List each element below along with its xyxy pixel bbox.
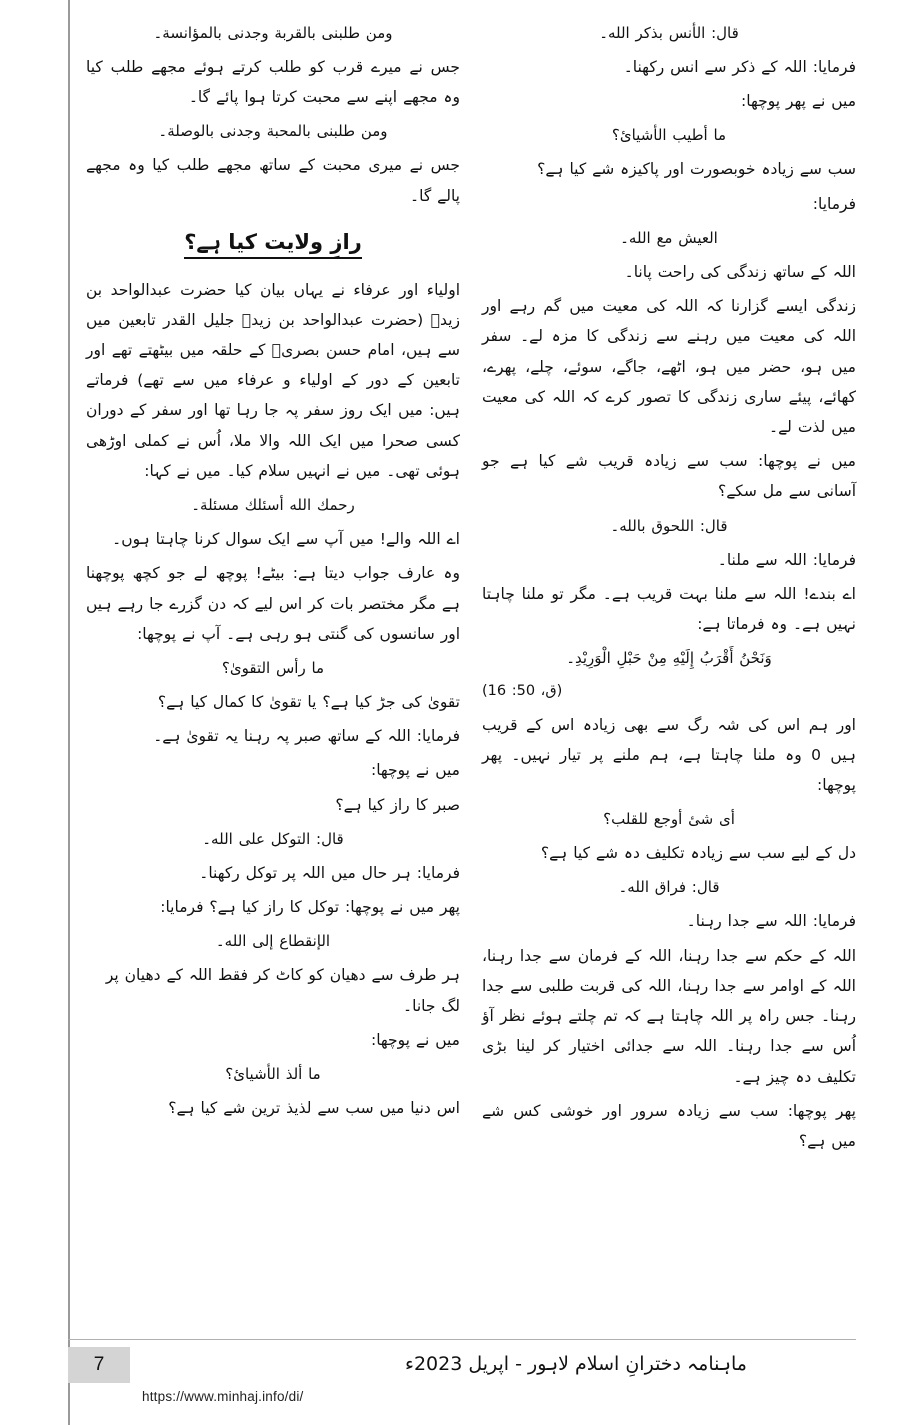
arabic-quote: ما ألذ الأشیائ؟ [225,1064,321,1083]
paragraph: میں نے پوچھا: [370,1030,460,1049]
arabic-quote: الإنقطاع إلی الله۔ [215,932,331,951]
paragraph: اس دنیا میں سب سے لذیذ ترین شے کیا ہے؟ [168,1098,460,1117]
paragraph: جس نے میری محبت کے ساتھ مجھے طلب کیا وہ مجھے پالے گا۔ [86,156,460,205]
paragraph: فرمایا: اللہ سے ملنا۔ [717,550,856,569]
paragraph: اور ہم اس کی شہ رگ سے بھی زیادہ اس کے قریب ہیں 0 وہ ملنا چاہتا ہے، ہم ملنے پر تیار نہیں۔ پھر پوچھا: [482,715,856,794]
arabic-quote: ما أطیب الأشیائ؟ [611,126,727,145]
paragraph: تقویٰ کی جڑ کیا ہے؟ یا تقویٰ کا کمال کیا ہے؟ [157,692,460,711]
paragraph: ہر طرف سے دھیان کو کاٹ کر فقط اللہ کے دھیان پر لگ جانا۔ [105,966,460,1015]
paragraph: فرمایا: ہر حال میں اللہ پر توکل رکھنا۔ [199,863,460,882]
margin-rule [68,0,70,1425]
arabic-quote: قال: الأنس بذكر الله۔ [599,24,739,42]
arabic-quote: رحمك الله أسئلك مسئلة۔ [191,496,355,515]
page-number: 7 [93,1354,105,1375]
right-column [86,18,460,1338]
paragraph: اے اللہ والے! میں آپ سے ایک سوال کرنا چاہتا ہوں۔ [112,530,460,549]
arabic-quote: ومن طلبنی بالمحبة وجدنی بالوصلة۔ [158,122,388,141]
paragraph: میں نے پوچھا: سب سے زیادہ قریب شے کیا ہے جو آسانی سے مل سکے؟ [482,452,856,501]
arabic-quote: أی شیٔ أوجع للقلب؟ [603,810,735,829]
verse-reference: (ق، 50: 16) [482,683,563,700]
paragraph: سب سے زیادہ خوبصورت اور پاکیزہ شے کیا ہے؟ [537,160,856,179]
paragraph: فرمایا: اللہ سے جدا رہنا۔ [686,912,856,931]
paragraph: اللہ کے حکم سے جدا رہنا، اللہ کے فرمان سے جدا رہنا، اللہ کے اوامر سے جدا رہنا، اللہ کی قربت طلبی سے جدا رہنا۔ جس راہ پر اللہ چاہتا ہے کہ تم چلتے ہوئے نظر آؤ اُس سے جدا رہنا۔ اللہ سے جدائی اختیار کر لینا بڑی تکلیف دہ چیز ہے۔ [482,946,856,1086]
paragraph: اے بندے! اللہ سے ملنا بہت قریب ہے۔ مگر تو ملنا چاہتا نہیں ہے۔ وہ فرماتا ہے: [482,584,856,634]
paragraph: اولیاء اور عرفاء نے یہاں بیان کیا حضرت عبدالواحد بن زیدؒ (حضرت عبدالواحد بن زیدؒ جلیل القدر تابعین میں سے ہیں، امام حسن بصریؒ کے حلقہ میں بیٹھتے تھے اور تابعین کے دور کے اولیاء و عرفاء میں سے تھے) فرماتے ہیں: میں ایک روز سفر پہ جا رہا تھا اور سفر کے دوران کسی صحرا میں ایک اللہ والا ملا، اُس نے کملی اوڑھی ہوئی تھی۔ میں نے انہیں سلام کیا۔ میں نے کہا: [86,280,460,480]
paragraph: صبر کا راز کیا ہے؟ [335,795,460,814]
arabic-quote: قال: فراق الله۔ [618,878,720,897]
paragraph: اللہ کے ساتھ زندگی کی راحت پانا۔ [624,262,856,281]
paragraph: فرمایا: اللہ کے ذکر سے انس رکھنا۔ [623,58,856,76]
left-column [482,18,856,1338]
paragraph: دل کے لیے سب سے زیادہ تکلیف دہ شے کیا ہے؟ [540,844,856,863]
section-heading [86,225,460,265]
footer-url: https://www.minhaj.info/di/ [142,1389,304,1404]
page-content [86,18,856,1338]
footer-divider [68,1339,856,1340]
paragraph: زندگی ایسے گزارنا کہ اللہ کی معیت میں گم رہے اور اللہ کی معیت میں رہنے سے زندگی کا مزہ لے۔ سفر میں ہو، حضر میں ہو، اٹھے، جاگے، سوئے، چلے، پھرے، کھائے، پیئے ساری زندگی کا تصور کرے کہ اللہ کی معیت میں لذت لے۔ [482,297,856,436]
paragraph: میں نے پھر پوچھا: [741,92,856,111]
page-footer [0,1339,900,1425]
arabic-quote: قال: التوكل علی الله۔ [202,829,344,848]
quran-verse: وَنَحْنُ أَقْرَبُ إِلَيْهِ مِنْ حَبْلِ الْوَرِيْدِ۔ [566,649,772,668]
section-heading-text: رازِ ولایت کیا ہے؟ [184,230,362,259]
arabic-quote: ما رأس التقویٰ؟ [221,658,325,677]
paragraph: پھر پوچھا: سب سے زیادہ سرور اور خوشی کس شے میں ہے؟ [482,1101,856,1150]
page-number-badge [68,1347,130,1383]
paragraph: فرمایا: اللہ کے ساتھ صبر پہ رہنا یہ تقویٰ ہے۔ [153,727,460,746]
paragraph: میں نے پوچھا: [370,761,460,780]
paragraph: پھر میں نے پوچھا: توکل کا راز کیا ہے؟ فرمایا: [160,898,460,917]
paragraph: وہ عارف جواب دیتا ہے: بیٹے! پوچھ لے جو کچھ پوچھنا ہے مگر مختصر بات کر اس لیے کہ دن گزرے جا رہے ہیں اور سانسوں کی گنتی ہو رہی ہے۔ آپ نے پوچھا: [86,564,460,643]
paragraph: فرمایا: [812,194,856,213]
arabic-quote: ومن طلبنی بالقربة وجدنی بالمؤانسة۔ [153,24,393,42]
arabic-quote: قال: اللحوق بالله۔ [610,516,728,535]
paragraph: جس نے میرے قرب کو طلب کرتے ہوئے مجھے طلب کیا وہ مجھے اپنے سے محبت کرتا ہوا پائے گا۔ [86,58,460,107]
arabic-quote: العیش مع الله۔ [620,228,718,247]
footer-title: ماہنامہ دخترانِ اسلام لاہور - اپریل 2023ء [405,1353,747,1375]
